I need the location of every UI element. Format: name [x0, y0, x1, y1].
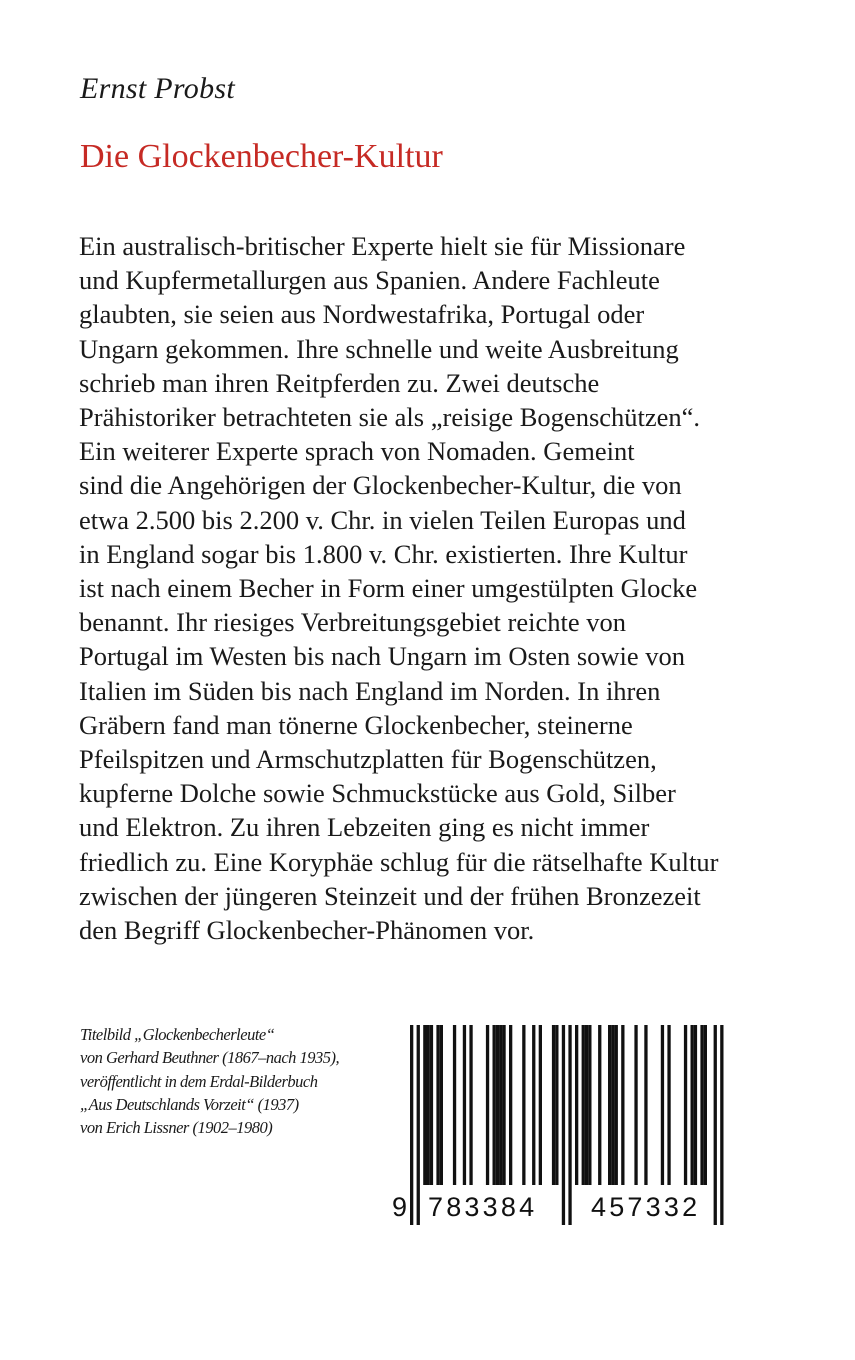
author-name: Ernst Probst — [80, 72, 236, 105]
barcode-bar — [502, 1025, 505, 1185]
barcode-bar — [598, 1025, 601, 1185]
barcode-left-group: 783384 — [428, 1192, 538, 1222]
blurb-line: in England sogar bis 1.800 v. Chr. existierten. Ihre Kultur — [79, 538, 688, 569]
barcode-bar — [644, 1025, 647, 1185]
blurb-line: benannt. Ihr riesiges Verbreitungsgebiet reichte von — [79, 607, 627, 638]
barcode-bar — [621, 1025, 624, 1185]
barcode-bar — [555, 1025, 558, 1185]
barcode-bar — [436, 1025, 439, 1185]
blurb-text — [79, 229, 819, 947]
barcode-digits — [386, 1192, 736, 1226]
barcode-bar — [661, 1025, 664, 1185]
blurb-line: friedlich zu. Eine Koryphäe schlug für die rätselhafte Kultur — [79, 846, 719, 877]
credit-line: von Gerhard Beuthner (1867–nach 1935), — [80, 1048, 340, 1068]
barcode-bar — [588, 1025, 591, 1185]
blurb-line: kupferne Dolche sowie Schmuckstücke aus Gold, Silber — [79, 778, 676, 809]
barcode-bar — [585, 1025, 588, 1185]
book-title: Die Glockenbecher-Kultur — [80, 138, 443, 175]
isbn-barcode — [386, 1015, 736, 1233]
barcode-bar — [575, 1025, 578, 1185]
barcode-bar — [615, 1025, 618, 1185]
barcode-bar — [634, 1025, 637, 1185]
barcode-bar — [509, 1025, 512, 1185]
blurb-line: schrieb man ihren Reitpferden zu. Zwei deutsche — [79, 367, 600, 398]
barcode-bar — [667, 1025, 670, 1185]
barcode-bar — [608, 1025, 611, 1185]
barcode-bar — [684, 1025, 687, 1185]
barcode-bar — [499, 1025, 502, 1185]
blurb-line: Prähistoriker betrachteten sie als „reisige Bogenschützen“. — [79, 402, 701, 433]
blurb-line: Italien im Süden bis nach England im Norden. In ihren — [79, 675, 661, 706]
blurb-line: Gräbern fand man tönerne Glockenbecher, steinerne — [79, 709, 633, 740]
blurb-line: und Elektron. Zu ihren Lebzeiten ging es nicht immer — [79, 812, 650, 843]
barcode-bar — [700, 1025, 703, 1185]
barcode-bar — [552, 1025, 555, 1185]
barcode-bar — [440, 1025, 443, 1185]
blurb-line: Portugal im Westen bis nach Ungarn im Osten sowie von — [79, 641, 686, 672]
barcode-bar — [486, 1025, 489, 1185]
credit-line: „Aus Deutschlands Vorzeit“ (1937) — [80, 1094, 299, 1114]
barcode-bar — [539, 1025, 542, 1185]
barcode-bar — [469, 1025, 472, 1185]
barcode-bar — [611, 1025, 614, 1185]
barcode-first-digit: 9 — [392, 1192, 408, 1222]
blurb-line: ist nach einem Becher in Form einer umgestülpten Glocke — [79, 573, 698, 604]
barcode-bar — [453, 1025, 456, 1185]
credit-line: von Erich Lissner (1902–1980) — [80, 1118, 273, 1138]
barcode-bar — [496, 1025, 499, 1185]
blurb-line: Ungarn gekommen. Ihre schnelle und weite Ausbreitung — [79, 333, 679, 364]
barcode-bar — [430, 1025, 433, 1185]
credit-line: Titelbild „Glockenbecherleute“ — [80, 1025, 275, 1044]
blurb-line: etwa 2.500 bis 2.200 v. Chr. in vielen Teilen Europas und — [79, 504, 686, 535]
blurb-line: sind die Angehörigen der Glockenbecher-Kultur, die von — [79, 470, 682, 501]
barcode-bar — [691, 1025, 694, 1185]
blurb-line: den Begriff Glockenbecher-Phänomen vor. — [79, 915, 535, 946]
barcode-bar — [694, 1025, 697, 1185]
cover-image-credit — [80, 1023, 380, 1139]
barcode-bar — [704, 1025, 707, 1185]
credit-line: veröffentlicht in dem Erdal-Bilderbuch — [80, 1071, 318, 1091]
barcode-right-group: 457332 — [591, 1192, 701, 1222]
blurb-line: und Kupfermetallurgen aus Spanien. Andere Fachleute — [79, 265, 660, 296]
barcode-bar — [582, 1025, 585, 1185]
barcode-bar — [493, 1025, 496, 1185]
barcode-bar — [423, 1025, 426, 1185]
barcode-bar — [463, 1025, 466, 1185]
blurb-line: glaubten, sie seien aus Nordwestafrika, Portugal oder — [79, 299, 645, 330]
blurb-line: zwischen der jüngeren Steinzeit und der frühen Bronzezeit — [79, 880, 701, 911]
barcode-bar — [427, 1025, 430, 1185]
blurb-line: Pfeilspitzen und Armschutzplatten für Bogenschützen, — [79, 744, 657, 775]
blurb-line: Ein australisch-britischer Experte hielt sie für Missionare — [79, 231, 686, 261]
blurb-line: Ein weiterer Experte sprach von Nomaden. Gemeint — [79, 436, 635, 467]
barcode-bar — [532, 1025, 535, 1185]
barcode-bar — [522, 1025, 525, 1185]
